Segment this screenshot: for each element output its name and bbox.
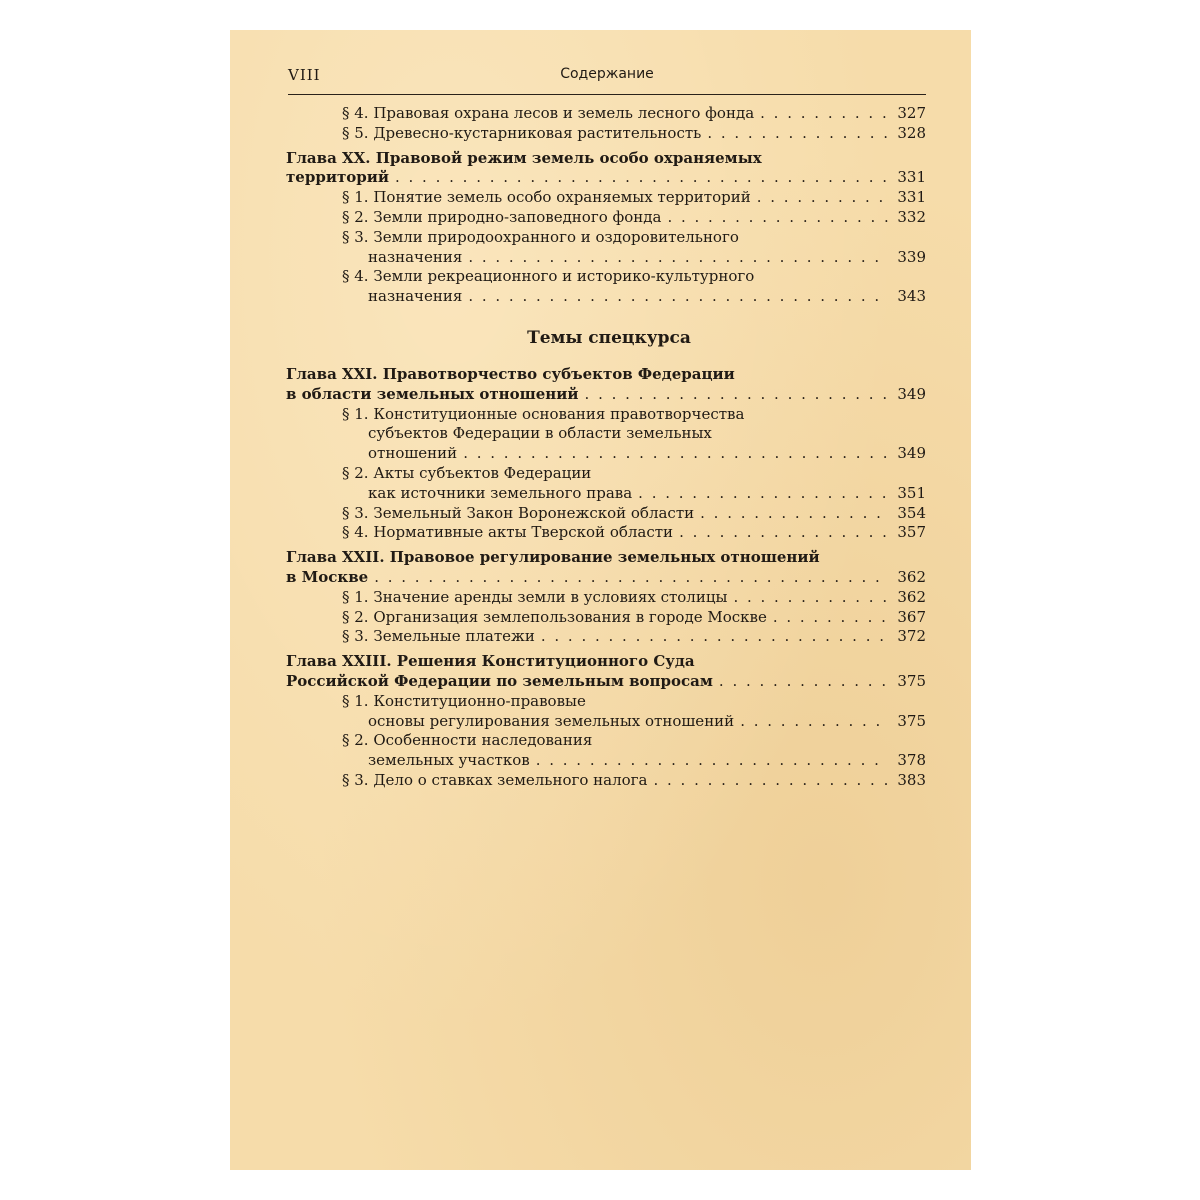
toc-entry bbox=[286, 267, 926, 287]
toc-chapter-heading bbox=[286, 385, 926, 405]
toc-entry-page: 351 bbox=[897, 483, 926, 502]
toc-entry-title: § 1. Конституционные основания правотворчества bbox=[342, 404, 745, 423]
toc-chapter-title: Глава XXI. Правотворчество субъектов Федерации bbox=[286, 364, 735, 383]
toc-chapter-heading bbox=[286, 568, 926, 588]
leader-dots bbox=[585, 385, 888, 405]
toc-entry bbox=[286, 424, 926, 444]
toc-entry-page: 378 bbox=[897, 751, 926, 770]
toc-chapter-title: в области земельных отношений bbox=[286, 384, 579, 403]
toc-entry bbox=[286, 228, 926, 248]
toc-entry-page: 331 bbox=[897, 168, 926, 187]
toc-chapter-title: в Москве bbox=[286, 567, 369, 586]
toc-entry-page: 349 bbox=[897, 444, 926, 463]
toc-entry bbox=[286, 731, 926, 751]
book-page bbox=[230, 30, 971, 1170]
toc-entry-page: 372 bbox=[897, 627, 926, 646]
toc-entry-title: отношений bbox=[368, 444, 458, 463]
toc-chapter-heading bbox=[286, 365, 926, 385]
toc-entry bbox=[286, 627, 926, 647]
toc-entry-page: 343 bbox=[897, 287, 926, 306]
table-of-contents bbox=[286, 104, 926, 791]
toc-entry-title: как источники земельного права bbox=[368, 483, 633, 502]
running-head-title: Содержание bbox=[560, 66, 654, 82]
toc-entry bbox=[286, 523, 926, 543]
toc-entry-title: назначения bbox=[368, 287, 463, 306]
toc-entry-title: § 4. Нормативные акты Тверской области bbox=[342, 523, 674, 542]
toc-chapter-heading bbox=[286, 652, 926, 672]
toc-entry-page: 357 bbox=[897, 523, 926, 542]
section-title: Темы спецкурса bbox=[527, 327, 691, 348]
leader-dots bbox=[536, 751, 888, 771]
leader-dots bbox=[541, 627, 888, 647]
toc-entry bbox=[286, 124, 926, 144]
toc-entry bbox=[286, 504, 926, 524]
toc-entry bbox=[286, 444, 926, 464]
toc-entry-title: § 3. Земельные платежи bbox=[342, 627, 535, 646]
toc-entry-title: § 3. Земли природоохранного и оздоровительного bbox=[342, 227, 739, 246]
toc-entry bbox=[286, 104, 926, 124]
toc-entry-page: 383 bbox=[897, 770, 926, 789]
leader-dots bbox=[468, 287, 888, 307]
leader-dots bbox=[468, 248, 888, 268]
toc-entry-title: § 1. Конституционно-правовые bbox=[342, 691, 586, 710]
leader-dots bbox=[757, 188, 888, 208]
toc-entry bbox=[286, 248, 926, 268]
toc-entry-title: земельных участков bbox=[368, 751, 530, 770]
toc-entry-page: 332 bbox=[897, 207, 926, 226]
toc-entry-title: § 4. Земли рекреационного и историко-культурного bbox=[342, 267, 755, 286]
toc-entry bbox=[286, 287, 926, 307]
toc-entry-title: § 3. Земельный Закон Воронежской области bbox=[342, 503, 695, 522]
leader-dots bbox=[395, 168, 888, 188]
leader-dots bbox=[679, 523, 888, 543]
toc-entry-page: 349 bbox=[897, 384, 926, 403]
toc-entry bbox=[286, 188, 926, 208]
toc-entry-title: § 2. Организация землепользования в городе Москве bbox=[342, 607, 767, 626]
toc-entry-page: 354 bbox=[897, 503, 926, 522]
toc-entry-title: § 3. Дело о ставках земельного налога bbox=[342, 770, 648, 789]
toc-entry-title: субъектов Федерации в области земельных bbox=[368, 424, 712, 443]
toc-entry-page: 375 bbox=[897, 711, 926, 730]
toc-entry-title: § 1. Значение аренды земли в условиях столицы bbox=[342, 587, 728, 606]
toc-entry-title: § 2. Земли природно-заповедного фонда bbox=[342, 207, 662, 226]
toc-chapter-title: территорий bbox=[286, 168, 389, 187]
running-head bbox=[288, 66, 926, 95]
leader-dots bbox=[719, 672, 888, 692]
leader-dots bbox=[760, 104, 888, 124]
toc-entry-title: § 2. Акты субъектов Федерации bbox=[342, 463, 592, 482]
toc-entry-page: 327 bbox=[897, 104, 926, 122]
toc-entry-page: 362 bbox=[897, 587, 926, 606]
toc-entry-title: назначения bbox=[368, 247, 463, 266]
page-number: VIII bbox=[288, 66, 321, 84]
toc-entry-title: § 5. Древесно-кустарниковая растительность bbox=[342, 123, 702, 142]
leader-dots bbox=[707, 124, 888, 144]
toc-entry bbox=[286, 464, 926, 484]
toc-chapter-title: Глава XX. Правовой режим земель особо охраняемых bbox=[286, 148, 762, 167]
toc-chapter-heading bbox=[286, 149, 926, 169]
toc-entry-title: § 1. Понятие земель особо охраняемых территорий bbox=[342, 188, 751, 207]
toc-entry bbox=[286, 712, 926, 732]
leader-dots bbox=[638, 484, 888, 504]
leader-dots bbox=[740, 712, 888, 732]
toc-entry bbox=[286, 208, 926, 228]
toc-entry-page: 362 bbox=[897, 567, 926, 586]
toc-entry-page: 328 bbox=[897, 123, 926, 142]
toc-chapter-heading bbox=[286, 168, 926, 188]
leader-dots bbox=[700, 504, 888, 524]
toc-entry-page: 331 bbox=[897, 188, 926, 207]
toc-chapter-heading bbox=[286, 672, 926, 692]
toc-entry bbox=[286, 771, 926, 791]
leader-dots bbox=[667, 208, 888, 228]
toc-chapter-title: Глава XXII. Правовое регулирование земельных отношений bbox=[286, 548, 820, 567]
toc-entry-title: основы регулирования земельных отношений bbox=[368, 711, 735, 730]
leader-dots bbox=[733, 588, 888, 608]
leader-dots bbox=[653, 771, 888, 791]
toc-entry bbox=[286, 588, 926, 608]
toc-entry-title: § 2. Особенности наследования bbox=[342, 731, 593, 750]
toc-entry-title: § 4. Правовая охрана лесов и земель лесного фонда bbox=[342, 104, 755, 122]
toc-entry bbox=[286, 484, 926, 504]
toc-entry bbox=[286, 692, 926, 712]
toc-chapter-heading bbox=[286, 548, 926, 568]
toc-chapter-title: Российской Федерации по земельным вопросам bbox=[286, 671, 713, 690]
toc-entry bbox=[286, 751, 926, 771]
toc-entry bbox=[286, 405, 926, 425]
toc-entry-page: 339 bbox=[897, 247, 926, 266]
toc-entry-page: 375 bbox=[897, 671, 926, 690]
leader-dots bbox=[374, 568, 888, 588]
toc-entry bbox=[286, 608, 926, 628]
toc-entry-page: 367 bbox=[897, 607, 926, 626]
toc-chapter-title: Глава XXIII. Решения Конституционного Суда bbox=[286, 652, 695, 671]
leader-dots bbox=[463, 444, 888, 464]
leader-dots bbox=[773, 608, 888, 628]
